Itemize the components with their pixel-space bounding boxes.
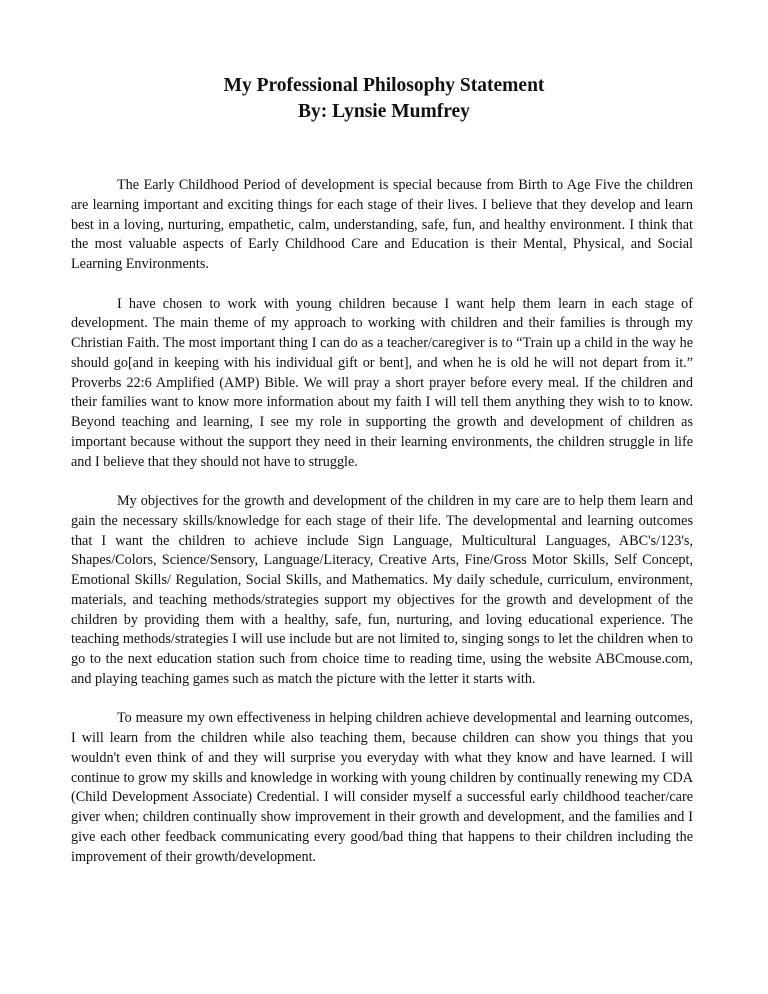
document-body bbox=[71, 176, 693, 867]
author-line: By: Lynsie Mumfrey bbox=[298, 101, 470, 122]
paragraph-3: My objectives for the growth and development of the children in my care are to help them learn and gain the necessary skills/knowledge for each stage of their life. The developmental and learning outcomes that I want the children to achieve include Sign Language, Multicultural Languages, ABC's/123's, Shapes/Colors, Science/Sensory, Language/Literacy, Creative Arts, Fine/Gross Motor Skills, Self Concept, Emotional Skills/ Regulation, Social Skills, and Mathematics. My daily schedule, curriculum, environment, materials, and teaching methods/strategies support my objectives for the growth and development of the children by providing them with a healthy, safe, fun, nurturing, and loving educational experience. The teaching methods/strategies I will use include but are not limited to, singing songs to let the children when to go to the next education station such from choice time to reading time, using the website ABCmouse.com, and playing teaching games such as match the picture with the letter it starts with. bbox=[71, 493, 693, 687]
paragraph-1: The Early Childhood Period of development is special because from Birth to Age Five the children are learning important and exciting things for each stage of their lives. I believe that they develop and learn best in a loving, nurturing, empathetic, calm, understanding, safe, fun, and healthy environment. I think that the most valuable aspects of Early Childhood Care and Education is their Mental, Physical, and Social Learning Environments. bbox=[71, 177, 693, 272]
paragraph-4: To measure my own effectiveness in helping children achieve developmental and learning outcomes, I will learn from the children while also teaching them, because children can show you things that you wouldn't even think of and they will surprise you everyday with what they know and have learned. I will continue to grow my skills and knowledge in working with young children by continually renewing my CDA (Child Development Associate) Credential. I will consider myself a successful early childhood teacher/care giver when; children continually show improvement in their growth and development, and the families and I give each other feedback communicating every good/bad thing that happens to their children including the improvement of their growth/development. bbox=[71, 710, 693, 865]
document-title: My Professional Philosophy Statement bbox=[223, 75, 545, 96]
title-block bbox=[0, 73, 768, 125]
paragraph-2: I have chosen to work with young children because I want help them learn in each stage of development. The main theme of my approach to working with children and their families is through my Christian Faith. The most important thing I can do as a teacher/caregiver is to “Train up a child in the way he should go[and in keeping with his individual gift or bent], and when he is old he will not depart from it.” Proverbs 22:6 Amplified (AMP) Bible. We will pray a short prayer before every meal. If the children and their families want to know more information about my faith I will tell them anything they wish to to know. Beyond teaching and learning, I see my role in supporting the growth and development of children as important because without the support they need in their learning environments, the children struggle in life and I believe that they should not have to struggle. bbox=[71, 295, 693, 470]
